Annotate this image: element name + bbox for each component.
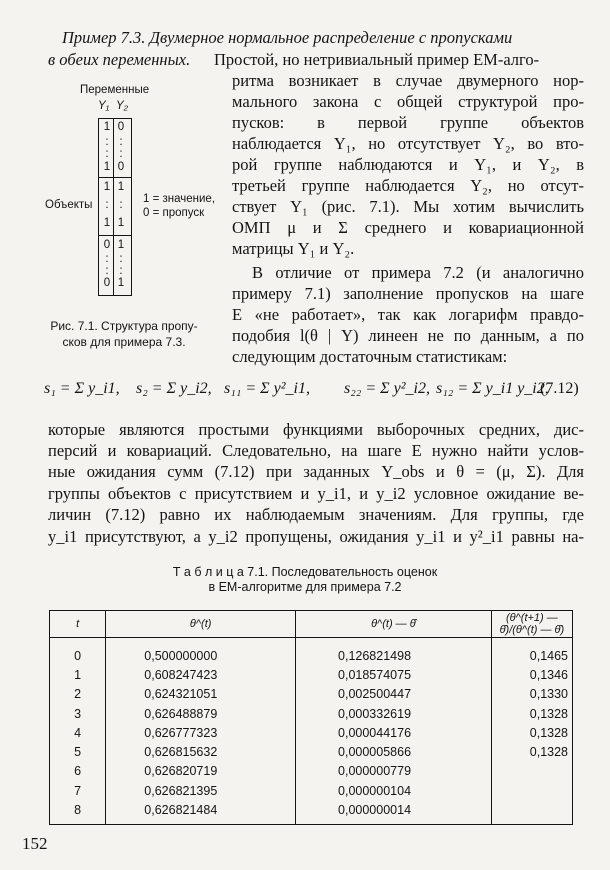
table-row	[50, 742, 573, 761]
table-cell: 0,626815632	[106, 742, 296, 761]
figure-caption-line: сков для примера 7.3.	[62, 335, 186, 349]
paragraph1-line: третьей группе наблюдается Y₂, но отсут-	[232, 176, 584, 195]
paragraph1-line: рой группе наблюдаются и Y₁, и Y₂, в	[232, 155, 584, 174]
table-cell: 0,626488879	[106, 704, 296, 723]
table-cell: 0,000332619	[296, 704, 492, 723]
formula-s1: s₁ = Σ y_i1,	[44, 380, 120, 397]
table-cell: 7	[50, 781, 106, 800]
missing-pattern-matrix	[98, 118, 132, 296]
matrix-row: : :	[105, 265, 123, 277]
matrix-row: : :	[105, 253, 123, 265]
formula-s12: s₁₂ = Σ y_i1 y_i2,	[436, 380, 549, 397]
paragraph2-line: E «не работает», так как логарифм правдо-	[232, 305, 584, 324]
table-cell: 0	[50, 638, 106, 666]
table-cell: 4	[50, 723, 106, 742]
table-cell: 8	[50, 800, 106, 824]
table-row	[50, 800, 573, 824]
table-cell: 5	[50, 742, 106, 761]
paragraph3-line: которые являются простыми функциями выборочных средних, дис-	[48, 420, 584, 439]
table-header-diff: θ^(t) — θ̂	[296, 611, 492, 638]
table-cell: 0,1465	[491, 638, 572, 666]
table-title: Т а б л и ц а 7.1. Последовательность оценок	[172, 565, 438, 579]
table-cell: 0,000000104	[296, 781, 492, 800]
paragraph2-line: подобия l(θ | Y) линеен не по данным, а по	[232, 326, 584, 345]
figure-objects-label: Объекты	[45, 199, 93, 211]
formula-s22: s₂₂ = Σ y²_i2,	[344, 380, 430, 397]
paragraph1-line: наблюдается Y₁, но отсутствует Y₂, во вто-	[232, 134, 584, 153]
table-header-ratio: (θ^(t+1) — θ̂)/(θ^(t) — θ̂)	[491, 611, 572, 638]
table-row	[50, 704, 573, 723]
table-row	[50, 723, 573, 742]
matrix-row: 0 1	[103, 277, 125, 289]
formula-s2: s₂ = Σ y_i2,	[136, 380, 212, 397]
paragraph2-line: В отличие от примера 7.2 (и аналогично	[252, 263, 584, 282]
figure-col-y2: Y₂	[116, 100, 129, 112]
paragraph1-line: ОМП μ и Σ среднего и ковариационной	[232, 218, 584, 237]
table-cell	[491, 781, 572, 800]
formula-number: (7.12)	[540, 380, 579, 397]
paragraph1-line: Простой, но нетривиальный пример ЕМ-алго-	[214, 50, 540, 69]
table-cell: 0,624321051	[106, 685, 296, 704]
matrix-row: 1 0	[103, 121, 125, 133]
table-cell: 0,626821484	[106, 800, 296, 824]
table-cell: 0,000044176	[296, 723, 492, 742]
table-header-theta: θ^(t)	[106, 611, 296, 638]
paragraph1-line: пусков: в первой группе объектов	[232, 113, 584, 132]
table-cell: 0,1328	[491, 704, 572, 723]
matrix-group-divider	[99, 177, 131, 178]
table-header-row	[50, 611, 573, 638]
formula-s11: s₁₁ = Σ y²_i1,	[224, 380, 310, 397]
paragraph3-line: ные ожидания сумм (7.12) при заданных Y_obs и θ = (μ, Σ). Для	[48, 462, 584, 481]
figure-col-y1: Y₁	[98, 100, 110, 112]
table-cell: 0,1328	[491, 742, 572, 761]
figure-caption	[34, 318, 214, 350]
table-cell: 0,626821395	[106, 781, 296, 800]
matrix-row: : :	[105, 199, 123, 211]
figure-caption-line: Рис. 7.1. Структура пропу-	[50, 319, 198, 333]
table-cell: 0,500000000	[106, 638, 296, 666]
table-cell: 0,002500447	[296, 685, 492, 704]
table-cell: 2	[50, 685, 106, 704]
matrix-row: 1 0	[103, 161, 125, 173]
table-header-t: t	[50, 611, 106, 638]
table-cell: 0,000000779	[296, 762, 492, 781]
matrix-row: 1 1	[103, 217, 125, 229]
example-heading: Пример 7.3. Двумерное нормальное распределение с пропусками	[62, 28, 513, 47]
table-cell: 0,1330	[491, 685, 572, 704]
matrix-group-divider	[99, 235, 131, 236]
table-row	[50, 665, 573, 684]
figure-variables-label: Переменные	[80, 84, 150, 96]
figure-legend-missing: 0 = пропуск	[143, 207, 205, 219]
table-cell: 3	[50, 704, 106, 723]
table-cell: 0,000000014	[296, 800, 492, 824]
table-cell: 6	[50, 762, 106, 781]
table-cell: 0,626820719	[106, 762, 296, 781]
table-cell: 0,626777323	[106, 723, 296, 742]
table-cell: 0,1346	[491, 665, 572, 684]
paragraph3-line: группы объектов с присутствием и y_i1, и y_i2 условное ожидание ве-	[48, 484, 584, 503]
paragraph1-line: мального закона с общей структурой про-	[232, 92, 584, 111]
table-cell	[491, 762, 572, 781]
table-cell: 0,018574075	[296, 665, 492, 684]
paragraph3-line: личин (7.12) равно их наблюдаемым значениям. Для группы, где	[48, 505, 584, 524]
paragraph1-line: матрицы Y₁ и Y₂.	[232, 239, 355, 258]
table-row	[50, 685, 573, 704]
table-cell: 0,608247423	[106, 665, 296, 684]
paragraph2-line: примеру 7.1) заполнение пропусков на шаге	[232, 284, 584, 303]
table-row	[50, 638, 573, 666]
table-subtitle: в ЕМ-алгоритме для примера 7.2	[208, 580, 402, 594]
em-sequence-table	[49, 610, 573, 825]
table-cell: 0,000005866	[296, 742, 492, 761]
table-cell: 1	[50, 665, 106, 684]
matrix-row: : :	[105, 148, 123, 160]
page-number: 152	[22, 834, 48, 853]
paragraph1-line: ствует Y₁ (рис. 7.1). Мы хотим вычислить	[232, 197, 584, 216]
paragraph3-line: персий и ковариаций. Следовательно, на шаге E нужно найти услов-	[48, 441, 584, 460]
example-heading-cont: в обеих переменных.	[48, 50, 191, 69]
paragraph3-line: y_i1 присутствуют, а y_i2 пропущены, ожидания y_i1 и y²_i1 равны на-	[48, 527, 584, 546]
table-cell: 0,1328	[491, 723, 572, 742]
figure-legend-value: 1 = значение,	[143, 193, 216, 205]
paragraph1-line: ритма возникает в случае двумерного нор-	[232, 71, 584, 90]
paragraph2-line: следующим достаточным статистикам:	[232, 347, 508, 366]
matrix-row: : :	[105, 136, 123, 148]
matrix-row: 1 1	[103, 181, 125, 193]
table-cell	[491, 800, 572, 824]
matrix-row: 0 1	[103, 239, 125, 251]
table-cell: 0,126821498	[296, 638, 492, 666]
table-row	[50, 762, 573, 781]
formula-7-12	[44, 378, 584, 408]
table-row	[50, 781, 573, 800]
